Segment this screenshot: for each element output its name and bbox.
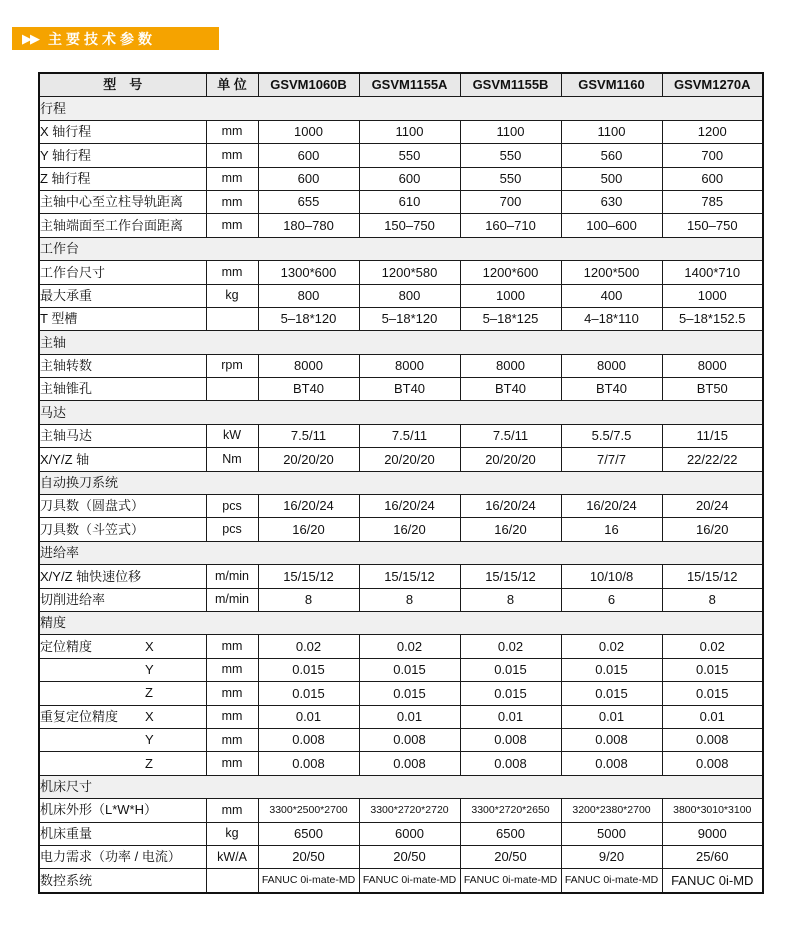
table-row	[39, 799, 763, 822]
value-cell: 700	[662, 144, 763, 167]
value-cell: BT50	[662, 378, 763, 401]
value-cell: 16/20/24	[561, 495, 662, 518]
param-label: Y 轴行程	[39, 144, 206, 167]
value-cell: BT40	[460, 378, 561, 401]
value-cell: 1200*500	[561, 261, 662, 284]
value-cell: 1200*600	[460, 261, 561, 284]
value-cell: 0.015	[359, 658, 460, 681]
value-cell: 0.015	[662, 682, 763, 705]
value-cell: 0.008	[662, 752, 763, 775]
unit-cell: mm	[206, 635, 258, 658]
value-cell: FANUC 0i-mate-MD	[258, 869, 359, 893]
param-label	[39, 682, 206, 705]
unit-cell: kW	[206, 424, 258, 447]
param-label: 主轴转数	[39, 354, 206, 377]
value-cell: 1000	[460, 284, 561, 307]
axis-label: Y	[145, 732, 154, 748]
section-row	[39, 401, 763, 424]
spec-table	[38, 72, 764, 894]
value-cell: 8000	[258, 354, 359, 377]
section-label: 主轴	[39, 331, 763, 354]
value-cell: 20/50	[359, 845, 460, 868]
value-cell: 8000	[561, 354, 662, 377]
table-row	[39, 588, 763, 611]
param-label: X/Y/Z 轴快速位移	[39, 565, 206, 588]
value-cell: 0.015	[662, 658, 763, 681]
value-cell: 1100	[359, 120, 460, 143]
param-label: 定位精度 X	[39, 635, 206, 658]
value-cell: 22/22/22	[662, 448, 763, 471]
header-model-name: GSVM1160	[561, 73, 662, 97]
unit-cell: mm	[206, 144, 258, 167]
value-cell: 785	[662, 190, 763, 213]
param-label: X/Y/Z 轴	[39, 448, 206, 471]
value-cell: 8000	[359, 354, 460, 377]
value-cell: 16	[561, 518, 662, 541]
section-label: 工作台	[39, 237, 763, 260]
value-cell: 0.015	[258, 682, 359, 705]
value-cell: 8000	[460, 354, 561, 377]
value-cell: 600	[359, 167, 460, 190]
value-cell: 0.008	[258, 752, 359, 775]
value-cell: 5000	[561, 822, 662, 845]
table-row	[39, 752, 763, 775]
table-row	[39, 869, 763, 893]
section-row	[39, 611, 763, 634]
section-label: 马达	[39, 401, 763, 424]
value-cell: 550	[359, 144, 460, 167]
table-row	[39, 705, 763, 728]
unit-cell: mm	[206, 658, 258, 681]
value-cell: BT40	[258, 378, 359, 401]
value-cell: 0.008	[561, 728, 662, 751]
value-cell: 16/20	[258, 518, 359, 541]
value-cell: 16/20/24	[460, 495, 561, 518]
unit-cell: kg	[206, 822, 258, 845]
value-cell: 0.02	[460, 635, 561, 658]
unit-cell: mm	[206, 682, 258, 705]
value-cell: 20/50	[460, 845, 561, 868]
param-label: 电力需求（功率 / 电流）	[39, 845, 206, 868]
value-cell: 0.015	[561, 682, 662, 705]
header-model-name: GSVM1270A	[662, 73, 763, 97]
value-cell: 0.01	[258, 705, 359, 728]
value-cell: 0.015	[561, 658, 662, 681]
value-cell: 3800*3010*3100	[662, 799, 763, 822]
value-cell: 1200*580	[359, 261, 460, 284]
value-cell: 16/20	[662, 518, 763, 541]
axis-label: X	[145, 708, 154, 724]
param-label: 主轴马达	[39, 424, 206, 447]
value-cell: 560	[561, 144, 662, 167]
value-cell: 1300*600	[258, 261, 359, 284]
value-cell: 550	[460, 167, 561, 190]
value-cell: 800	[258, 284, 359, 307]
unit-cell: mm	[206, 728, 258, 751]
value-cell: 20/20/20	[460, 448, 561, 471]
value-cell: 400	[561, 284, 662, 307]
unit-cell: m/min	[206, 588, 258, 611]
value-cell: 1200	[662, 120, 763, 143]
value-cell: BT40	[359, 378, 460, 401]
value-cell: 8	[662, 588, 763, 611]
table-row	[39, 424, 763, 447]
table-row	[39, 378, 763, 401]
param-label: 机床重量	[39, 822, 206, 845]
value-cell: 8000	[662, 354, 763, 377]
section-banner	[12, 27, 219, 50]
value-cell: 180–780	[258, 214, 359, 237]
value-cell: 16/20	[359, 518, 460, 541]
value-cell: 1100	[460, 120, 561, 143]
value-cell: 9/20	[561, 845, 662, 868]
value-cell: 800	[359, 284, 460, 307]
param-label: X 轴行程	[39, 120, 206, 143]
value-cell: 15/15/12	[662, 565, 763, 588]
value-cell: FANUC 0i-mate-MD	[359, 869, 460, 893]
value-cell: 655	[258, 190, 359, 213]
unit-cell: mm	[206, 120, 258, 143]
table-row	[39, 167, 763, 190]
value-cell: 0.008	[460, 728, 561, 751]
value-cell: 600	[258, 167, 359, 190]
value-cell: 0.01	[561, 705, 662, 728]
value-cell: 0.02	[662, 635, 763, 658]
header-row	[39, 73, 763, 97]
table-row	[39, 448, 763, 471]
section-label: 自动换刀系统	[39, 471, 763, 494]
value-cell: 0.008	[662, 728, 763, 751]
unit-cell: mm	[206, 705, 258, 728]
unit-cell: kg	[206, 284, 258, 307]
value-cell: 700	[460, 190, 561, 213]
value-cell: 5–18*152.5	[662, 307, 763, 330]
section-label: 进给率	[39, 541, 763, 564]
value-cell: 0.008	[561, 752, 662, 775]
unit-cell: mm	[206, 167, 258, 190]
param-label: 工作台尺寸	[39, 261, 206, 284]
table-row	[39, 354, 763, 377]
value-cell: 3300*2500*2700	[258, 799, 359, 822]
value-cell: 0.01	[460, 705, 561, 728]
value-cell: 15/15/12	[258, 565, 359, 588]
unit-cell: rpm	[206, 354, 258, 377]
value-cell: 600	[258, 144, 359, 167]
value-cell: 8	[359, 588, 460, 611]
value-cell: 0.01	[662, 705, 763, 728]
value-cell: 0.02	[561, 635, 662, 658]
value-cell: 10/10/8	[561, 565, 662, 588]
value-cell: 160–710	[460, 214, 561, 237]
unit-cell: pcs	[206, 518, 258, 541]
value-cell: 0.008	[359, 752, 460, 775]
section-row	[39, 775, 763, 798]
spec-table-body	[39, 97, 763, 893]
value-cell: 0.015	[460, 658, 561, 681]
value-cell: FANUC 0i-mate-MD	[561, 869, 662, 893]
table-row	[39, 682, 763, 705]
value-cell: 1000	[662, 284, 763, 307]
value-cell: 6500	[460, 822, 561, 845]
value-cell: 11/15	[662, 424, 763, 447]
section-label: 精度	[39, 611, 763, 634]
value-cell: 16/20/24	[359, 495, 460, 518]
table-row	[39, 518, 763, 541]
param-label: 主轴锥孔	[39, 378, 206, 401]
value-cell: 6000	[359, 822, 460, 845]
value-cell: 7.5/11	[460, 424, 561, 447]
value-cell: 5–18*120	[359, 307, 460, 330]
value-cell: 7/7/7	[561, 448, 662, 471]
unit-cell: m/min	[206, 565, 258, 588]
value-cell: 16/20/24	[258, 495, 359, 518]
value-cell: 610	[359, 190, 460, 213]
section-label: 行程	[39, 97, 763, 120]
value-cell: 3300*2720*2650	[460, 799, 561, 822]
value-cell: 20/24	[662, 495, 763, 518]
param-label: 主轴中心至立柱导轨距离	[39, 190, 206, 213]
table-row	[39, 845, 763, 868]
section-row	[39, 97, 763, 120]
value-cell: 3300*2720*2720	[359, 799, 460, 822]
section-row	[39, 541, 763, 564]
value-cell: 0.015	[258, 658, 359, 681]
unit-cell: mm	[206, 752, 258, 775]
param-label	[39, 658, 206, 681]
value-cell: 20/50	[258, 845, 359, 868]
banner-title: 主要技术参数	[48, 30, 156, 47]
value-cell: 630	[561, 190, 662, 213]
value-cell: 1400*710	[662, 261, 763, 284]
table-row	[39, 495, 763, 518]
section-label: 机床尺寸	[39, 775, 763, 798]
table-row	[39, 635, 763, 658]
unit-cell	[206, 869, 258, 893]
table-row	[39, 728, 763, 751]
value-cell: 1000	[258, 120, 359, 143]
value-cell: 1100	[561, 120, 662, 143]
value-cell: FANUC 0i-mate-MD	[460, 869, 561, 893]
value-cell: 6500	[258, 822, 359, 845]
param-label: 最大承重	[39, 284, 206, 307]
header-model-name: GSVM1060B	[258, 73, 359, 97]
param-label: 数控系统	[39, 869, 206, 893]
param-label: 刀具数（圆盘式）	[39, 495, 206, 518]
value-cell: FANUC 0i-MD	[662, 869, 763, 893]
unit-cell: pcs	[206, 495, 258, 518]
table-row	[39, 120, 763, 143]
axis-label: Z	[145, 755, 153, 771]
value-cell: BT40	[561, 378, 662, 401]
value-cell: 150–750	[662, 214, 763, 237]
value-cell: 0.015	[359, 682, 460, 705]
axis-label: X	[145, 638, 154, 654]
value-cell: 16/20	[460, 518, 561, 541]
header-model-name: GSVM1155B	[460, 73, 561, 97]
value-cell: 15/15/12	[460, 565, 561, 588]
unit-cell: mm	[206, 799, 258, 822]
value-cell: 100–600	[561, 214, 662, 237]
unit-cell: kW/A	[206, 845, 258, 868]
value-cell: 0.01	[359, 705, 460, 728]
param-label: 主轴端面至工作台面距离	[39, 214, 206, 237]
value-cell: 6	[561, 588, 662, 611]
table-row	[39, 822, 763, 845]
value-cell: 0.015	[460, 682, 561, 705]
value-cell: 8	[258, 588, 359, 611]
value-cell: 0.02	[359, 635, 460, 658]
value-cell: 25/60	[662, 845, 763, 868]
value-cell: 5–18*120	[258, 307, 359, 330]
value-cell: 7.5/11	[258, 424, 359, 447]
table-row	[39, 261, 763, 284]
value-cell: 500	[561, 167, 662, 190]
table-row	[39, 144, 763, 167]
value-cell: 5.5/7.5	[561, 424, 662, 447]
value-cell: 550	[460, 144, 561, 167]
unit-cell	[206, 378, 258, 401]
value-cell: 7.5/11	[359, 424, 460, 447]
table-row	[39, 284, 763, 307]
section-row	[39, 237, 763, 260]
param-label	[39, 752, 206, 775]
table-row	[39, 658, 763, 681]
value-cell: 5–18*125	[460, 307, 561, 330]
value-cell: 9000	[662, 822, 763, 845]
param-label: 机床外形（L*W*H）	[39, 799, 206, 822]
value-cell: 4–18*110	[561, 307, 662, 330]
section-row	[39, 331, 763, 354]
value-cell: 3200*2380*2700	[561, 799, 662, 822]
header-model-label: 型 号	[39, 73, 206, 97]
param-label: Z 轴行程	[39, 167, 206, 190]
header-unit-label: 单 位	[206, 73, 258, 97]
param-label: 重复定位精度 X	[39, 705, 206, 728]
param-label: 刀具数（斗笠式）	[39, 518, 206, 541]
param-label	[39, 728, 206, 751]
table-row	[39, 565, 763, 588]
table-row	[39, 214, 763, 237]
header-model-name: GSVM1155A	[359, 73, 460, 97]
unit-cell	[206, 307, 258, 330]
param-label: 切削进给率	[39, 588, 206, 611]
unit-cell: mm	[206, 190, 258, 213]
value-cell: 0.008	[460, 752, 561, 775]
value-cell: 0.008	[359, 728, 460, 751]
axis-label: Z	[145, 685, 153, 701]
axis-label: Y	[145, 662, 154, 678]
param-label: T 型槽	[39, 307, 206, 330]
unit-cell: mm	[206, 214, 258, 237]
double-arrow-icon: ▶▶	[22, 30, 38, 46]
value-cell: 0.008	[258, 728, 359, 751]
value-cell: 15/15/12	[359, 565, 460, 588]
value-cell: 8	[460, 588, 561, 611]
value-cell: 0.02	[258, 635, 359, 658]
table-row	[39, 307, 763, 330]
value-cell: 150–750	[359, 214, 460, 237]
section-row	[39, 471, 763, 494]
unit-cell: Nm	[206, 448, 258, 471]
value-cell: 20/20/20	[258, 448, 359, 471]
table-row	[39, 190, 763, 213]
unit-cell: mm	[206, 261, 258, 284]
value-cell: 20/20/20	[359, 448, 460, 471]
value-cell: 600	[662, 167, 763, 190]
